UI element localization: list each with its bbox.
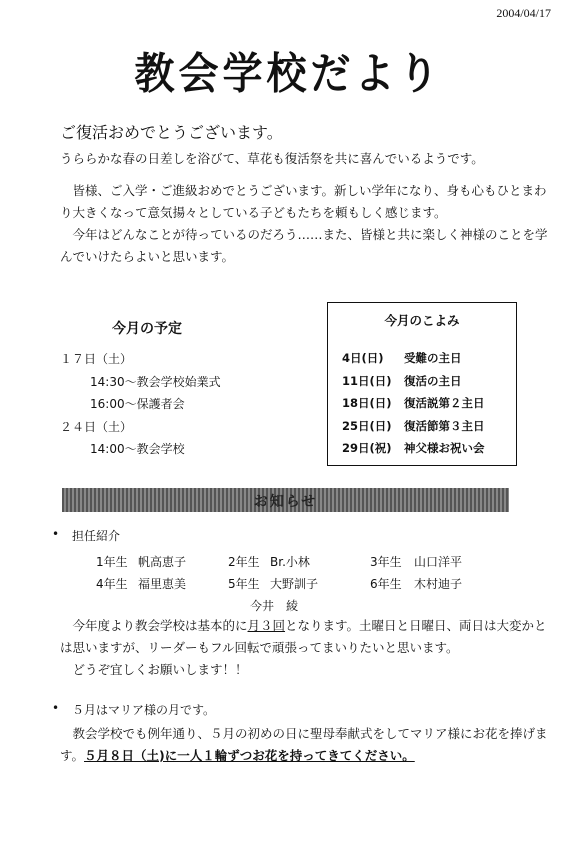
schedule-list — [60, 348, 221, 461]
notice-text-underlined: 月３回 — [247, 618, 286, 633]
maria-heading: ５月はマリア様の月です。 — [72, 703, 216, 717]
calendar-entry — [342, 370, 485, 393]
schedule-item: 14:30～教会学校始業式 — [90, 374, 221, 389]
teacher-name: 山口洋平 — [414, 555, 463, 569]
calendar-date: 11日(日) — [342, 373, 392, 388]
welcome-text-1: 皆様、ご入学・ご進級おめでとうございます。新しい学年になり、身も心もひとまわり大きくなって意気揚々としている子どもたちを頼もしく感じます。 — [60, 183, 547, 220]
teachers-row — [96, 573, 516, 595]
teacher-grade: 6年生 — [370, 577, 402, 591]
schedule-day: １７日（土） — [60, 352, 133, 366]
calendar-event: 神父様お祝い会 — [404, 441, 485, 455]
schedule-notice-paragraph — [60, 615, 550, 681]
teacher-name: 木村迪子 — [414, 577, 463, 591]
teacher-name: 福里恵美 — [138, 577, 187, 591]
teachers-list — [96, 551, 516, 617]
calendar-entry — [342, 437, 485, 460]
teacher-grade: 3年生 — [370, 555, 402, 569]
intro-paragraph: うららかな春の日差しを浴びて、草花も復活祭を共に喜んでいるようです。 — [60, 151, 484, 166]
calendar-title: 今月のこよみ — [384, 313, 460, 328]
maria-paragraph — [60, 723, 550, 767]
calendar-date: 18日(日) — [342, 396, 392, 410]
welcome-paragraph — [60, 180, 550, 268]
schedule-item: 16:00～保護者会 — [90, 397, 185, 411]
maria-text-underlined: ５月８日（土)に一人１輪ずつお花を持ってきてください。 — [84, 748, 415, 763]
teacher-grade: 2年生 — [228, 555, 260, 569]
welcome-text-2: 今年はどんなことが待っているのだろう……また、皆様と共に楽しく神様のことを学んでいけたらよいと思います。 — [60, 227, 548, 264]
calendar-box — [327, 302, 517, 466]
notice-text-before: 今年度より教会学校は基本的に — [72, 618, 248, 633]
teacher-name: Br.小林 — [270, 555, 310, 569]
calendar-event: 復活説第２主日 — [404, 396, 485, 410]
calendar-date: 29日(祝) — [342, 441, 392, 455]
bullet-icon: • — [52, 701, 60, 715]
calendar-entry — [342, 415, 485, 438]
closing-text: どうぞ宜しくお願いします！！ — [72, 662, 248, 677]
teachers-row — [96, 551, 516, 573]
teacher-grade: 5年生 — [228, 577, 260, 591]
maria-text — [60, 723, 550, 767]
calendar-entry — [342, 392, 485, 415]
teacher-name: 大野訓子 — [270, 577, 319, 591]
calendar-event: 復活の主日 — [404, 373, 462, 388]
notice-banner-text: お知らせ — [253, 494, 318, 510]
teacher-grade: 1年生 — [96, 555, 128, 569]
calendar-event: 復活節第３主日 — [404, 418, 485, 433]
notice-banner — [62, 488, 509, 512]
maria-text-main: 教会学校でも例年通り、５月の初めの日に聖母奉献式をしてマリア様にお花を捧げます。 — [60, 726, 548, 763]
calendar-date: 4日(日) — [342, 351, 384, 365]
newsletter-date: 2004/04/17 — [496, 6, 551, 20]
schedule-day: ２４日（土） — [60, 419, 133, 434]
easter-greeting: ご復活おめでとうございます。 — [60, 123, 283, 142]
teacher-name: 帆高恵子 — [138, 555, 187, 569]
calendar-entry — [342, 347, 485, 370]
teachers-row — [96, 595, 516, 617]
schedule-title: 今月の予定 — [112, 321, 182, 337]
teacher-grade: 4年生 — [96, 577, 128, 591]
schedule-notice-text — [60, 615, 550, 659]
teachers-heading: 担任紹介 — [72, 529, 121, 543]
calendar-date: 25日(日) — [342, 418, 392, 433]
schedule-item: 14:00～教会学校 — [90, 442, 185, 456]
calendar-event: 受難の主日 — [404, 351, 462, 365]
bullet-icon: • — [52, 527, 60, 541]
teacher-name: 今井 綾 — [250, 599, 299, 613]
newsletter-title: 教会学校だより — [134, 49, 443, 100]
calendar-list — [342, 347, 485, 460]
notice-text-after: となります。土曜日と日曜日、両日は大変かとは思いますが、リーダーもフル回転で頑張ってまいりたいと思います。 — [60, 618, 547, 655]
